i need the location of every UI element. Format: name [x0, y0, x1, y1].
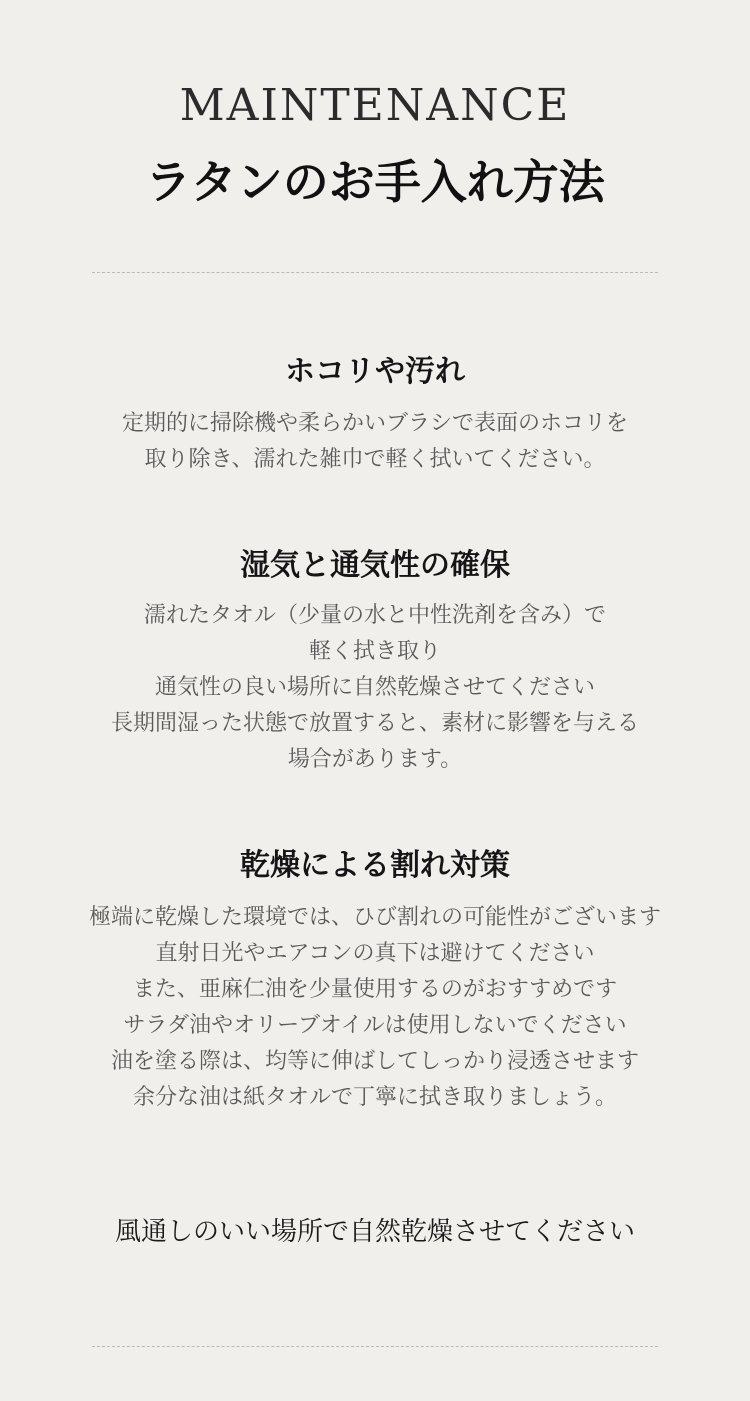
- body-line: 通気性の良い場所に自然乾燥させてください: [154, 675, 595, 700]
- section-body-dust: [0, 406, 750, 478]
- body-line: 極端に乾燥した環境では、ひび割れの可能性がございます: [88, 905, 661, 930]
- section-title-humidity: 湿気と通気性の確保: [240, 548, 510, 583]
- eyebrow-heading: MAINTENANCE: [179, 80, 571, 131]
- body-line: 濡れたタオル（少量の水と中性洗剤を含み）で: [143, 603, 606, 628]
- section-body-dryness: [0, 900, 750, 1116]
- body-line: 定期的に掃除機や柔らかいブラシで表面のホコリを: [121, 411, 628, 436]
- section-title-dryness: 乾燥による割れ対策: [240, 848, 510, 883]
- body-line: 場合があります。: [287, 747, 463, 772]
- bottom-divider: [92, 1346, 658, 1347]
- body-line: 取り除き、濡れた雑巾で軽く拭いてください。: [144, 447, 606, 472]
- body-line: 油を塗る際は、均等に伸ばしてしっかり浸透させます: [110, 1049, 639, 1074]
- section-body-humidity: [0, 598, 750, 778]
- top-divider: [92, 272, 658, 273]
- body-line: 軽く拭き取り: [308, 639, 441, 664]
- section-title-dust: ホコリや汚れ: [285, 354, 465, 389]
- body-line: また、亜麻仁油を少量使用するのがおすすめです: [132, 977, 618, 1002]
- body-line: サラダ油やオリーブオイルは使用しないでください: [123, 1013, 627, 1038]
- body-line: 直射日光やエアコンの真下は避けてください: [155, 941, 595, 966]
- body-line: 長期間湿った状態で放置すると、素材に影響を与える: [110, 711, 639, 736]
- body-line: 余分な油は紙タオルで丁寧に拭き取りましょう。: [132, 1085, 617, 1110]
- closing-note: 風通しのいい場所で自然乾燥させてください: [114, 1217, 635, 1247]
- page-title: ラタンのお手入れ方法: [145, 155, 605, 209]
